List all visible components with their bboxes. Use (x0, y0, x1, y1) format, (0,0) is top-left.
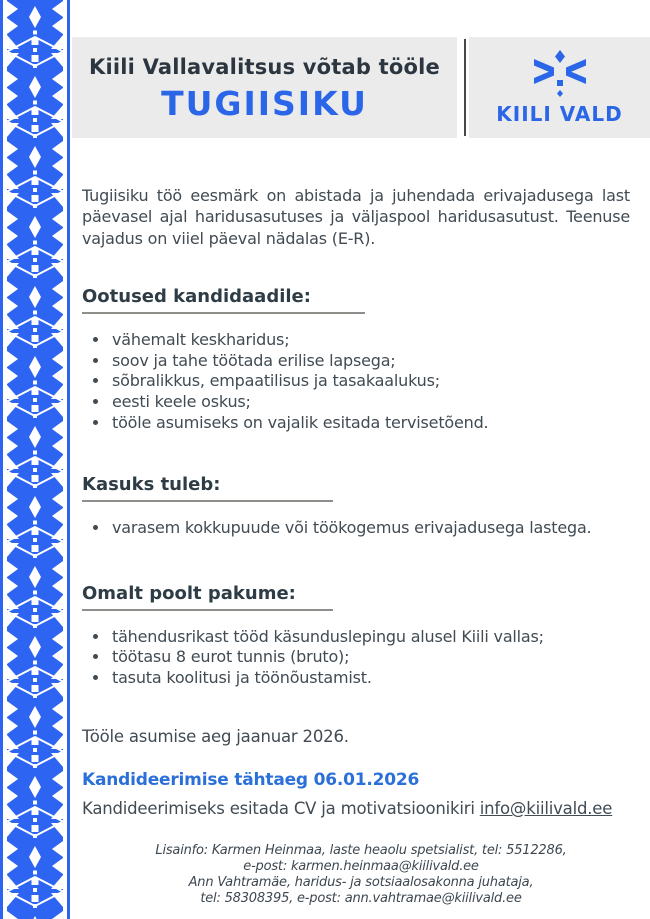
header-divider (464, 39, 466, 136)
content-column (72, 0, 650, 919)
footer-contacts (72, 843, 650, 906)
list-item: • vähemalt keskharidus; (110, 330, 630, 351)
footer-line: Ann Vahtramäe, haridus- ja sotsiaalosakonna juhataja, (188, 874, 534, 890)
expectations-list (110, 330, 630, 434)
start-date-line: Tööle asumise aeg jaanuar 2026. (82, 726, 349, 746)
list-item: • varasem kokkupuude või töökogemus erivajadusega lastega. (110, 518, 630, 539)
intro-paragraph: Tugiisiku töö eesmärk on abistada ja juhendada erivajadusega last päevasel ajal haridusasutuses ja väljaspool haridusasutust. Teenuse vajadus on viiel päeval nädalas (E-R). (82, 186, 630, 248)
header (72, 37, 650, 138)
section-heading: Ootused kandidaadile: (82, 286, 365, 314)
offer-list (110, 627, 630, 689)
footer-line: e-post: karmen.heinmaa@kiilivald.ee (243, 858, 479, 874)
list-item: • töötasu 8 eurot tunnis (bruto); (110, 647, 630, 668)
list-item: • sõbralikkus, empaatilisus ja tasakaalukus; (110, 371, 630, 392)
kiili-vald-logo-icon (532, 50, 588, 98)
list-item: • eesti keele oskus; (110, 392, 630, 413)
logo-text: KIILI VALD (496, 101, 623, 126)
apply-line (82, 799, 630, 818)
section-offer (82, 583, 630, 689)
list-item: • tööle asumiseks on vajalik esitada tervisetõend. (110, 413, 630, 434)
footer-line: tel: 58308395, e-post: ann.vahtramae@kiilivald.ee (200, 890, 522, 906)
advantages-list (110, 518, 630, 539)
footer-line: Lisainfo: Karmen Heinmaa, laste heaolu spetsialist, tel: 5512286, (155, 842, 567, 858)
list-item: • tasuta koolitusi ja töönõustamist. (110, 668, 630, 689)
position-title: TUGIISIKU (161, 83, 368, 123)
section-heading: Kasuks tuleb: (82, 474, 333, 502)
title-box (72, 37, 457, 138)
section-expectations (82, 286, 630, 434)
employer-title: Kiili Vallavalitsus võtab tööle (89, 55, 440, 80)
list-item: • tähendusrikast tööd käsunduslepingu alusel Kiili vallas; (110, 627, 630, 648)
section-advantages (82, 474, 630, 539)
apply-email-link[interactable]: info@kiilivald.ee (479, 798, 613, 818)
logo-box (469, 37, 650, 138)
folk-border-pattern (0, 0, 72, 919)
apply-text: Kandideerimiseks esitada CV ja motivatsioonikiri (82, 798, 480, 818)
list-item: • soov ja tahe töötada erilise lapsega; (110, 351, 630, 372)
deadline-line: Kandideerimise tähtaeg 06.01.2026 (82, 769, 420, 790)
section-heading: Omalt poolt pakume: (82, 583, 333, 611)
